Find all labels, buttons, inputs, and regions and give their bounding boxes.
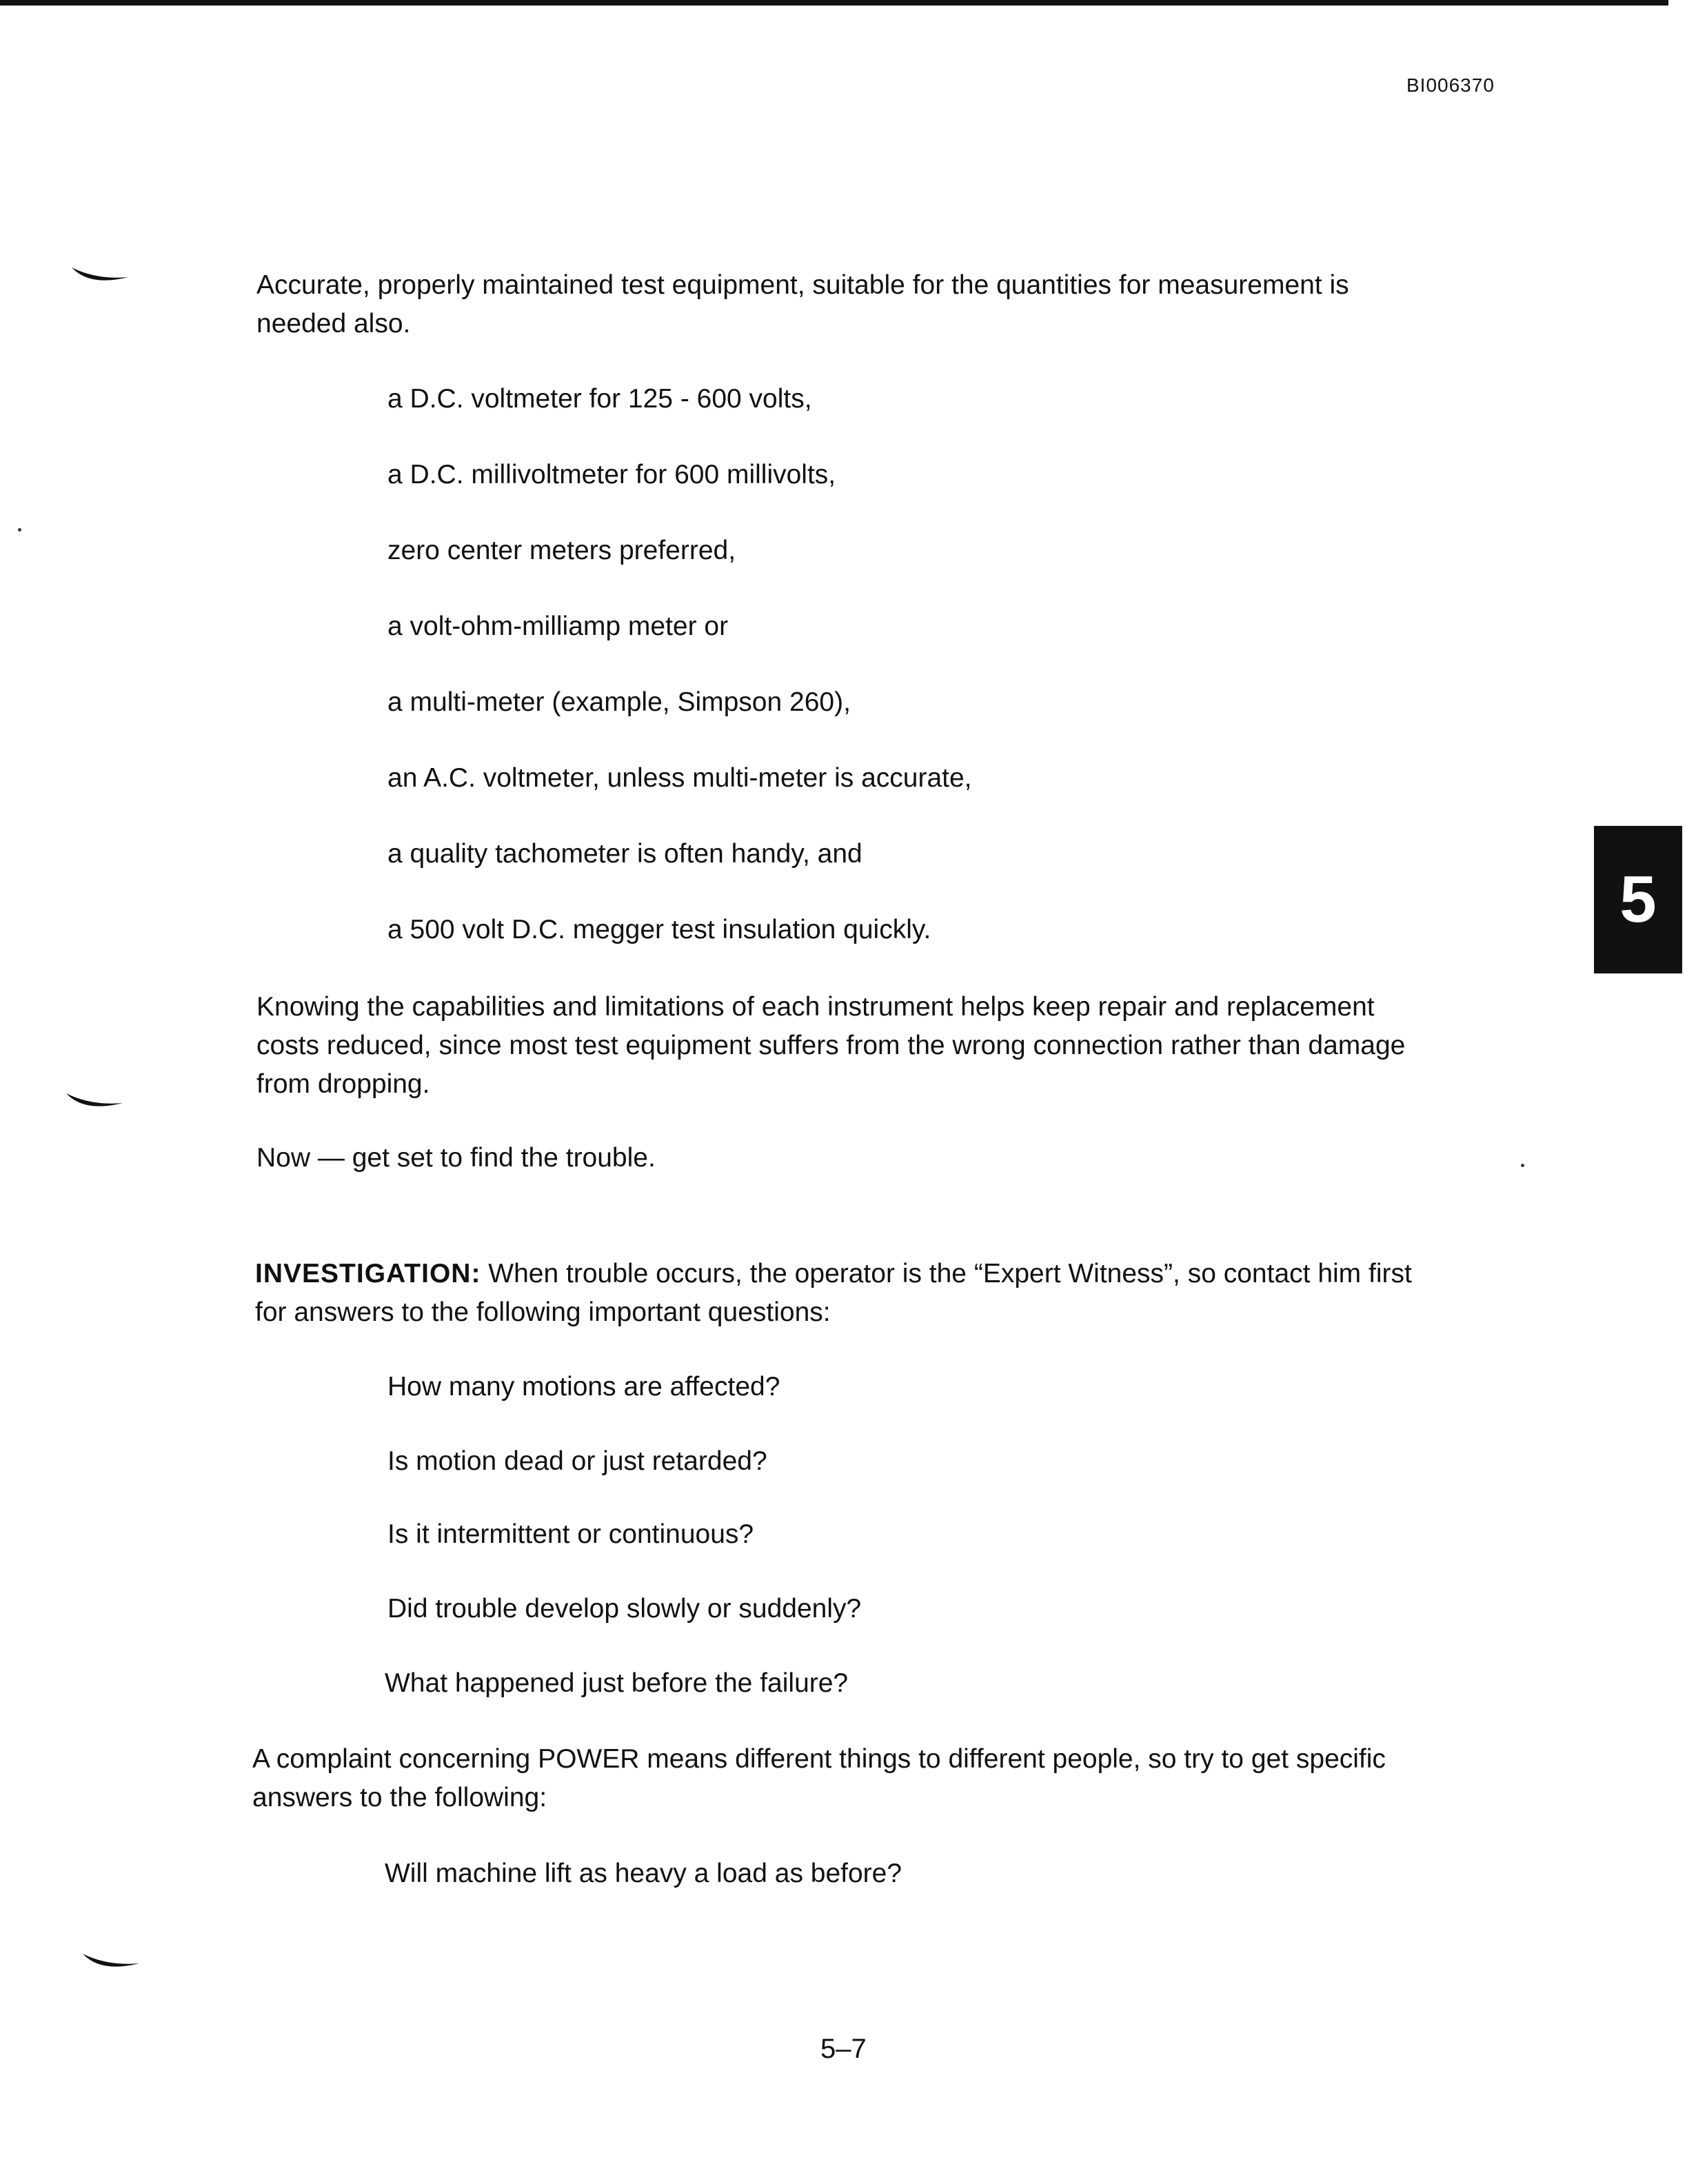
question-item: Is it intermittent or continuous? <box>387 1519 754 1549</box>
list-item: an A.C. voltmeter, unless multi-meter is accurate, <box>387 763 972 793</box>
complaint-paragraph: A complaint concerning POWER means different things to different people, so try to get specific answers to the following: <box>252 1744 1386 1812</box>
list-item: a D.C. millivoltmeter for 600 millivolts, <box>387 460 836 489</box>
list-item: zero center meters preferred, <box>387 536 736 565</box>
question-item: Did trouble develop slowly or suddenly? <box>387 1594 862 1624</box>
scan-speck <box>1521 1164 1524 1167</box>
list-item: a multi-meter (example, Simpson 260), <box>387 687 851 717</box>
binder-mark-icon <box>69 263 131 291</box>
knowing-paragraph: Knowing the capabilities and limitations of each instrument helps keep repair and replacement costs reduced, since most test equipment suffers from the wrong connection rather than damage from dropping. <box>256 992 1406 1099</box>
binder-mark-icon <box>80 1950 142 1977</box>
list-item: a quality tachometer is often handy, and <box>387 839 862 869</box>
list-item: a 500 volt D.C. megger test insulation quickly. <box>387 915 931 944</box>
scan-speck <box>18 528 21 532</box>
intro-paragraph: Accurate, properly maintained test equipment, suitable for the quantities for measurement is needed also. <box>256 270 1349 338</box>
question-item: What happened just before the failure? <box>385 1668 849 1698</box>
investigation-paragraph <box>255 1255 1441 1332</box>
investigation-text: When trouble occurs, the operator is the “Expert Witness”, so contact him first for answers to the following important questions: <box>255 1259 1412 1327</box>
list-item: a volt-ohm-milliamp meter or <box>387 611 729 641</box>
top-rule <box>0 0 1668 6</box>
question-item: Is motion dead or just retarded? <box>387 1446 767 1476</box>
section-tab: 5 <box>1594 826 1682 973</box>
question-item: Will machine lift as heavy a load as before? <box>385 1859 902 1888</box>
list-item: a D.C. voltmeter for 125 - 600 volts, <box>387 384 812 414</box>
binder-mark-icon <box>63 1089 125 1117</box>
question-item: How many motions are affected? <box>387 1372 780 1402</box>
now-paragraph: Now — get set to find the trouble. <box>256 1143 656 1173</box>
document-id: BI006370 <box>1406 74 1495 96</box>
investigation-heading: INVESTIGATION: <box>255 1259 481 1288</box>
page-number: 5–7 <box>820 2034 867 2064</box>
